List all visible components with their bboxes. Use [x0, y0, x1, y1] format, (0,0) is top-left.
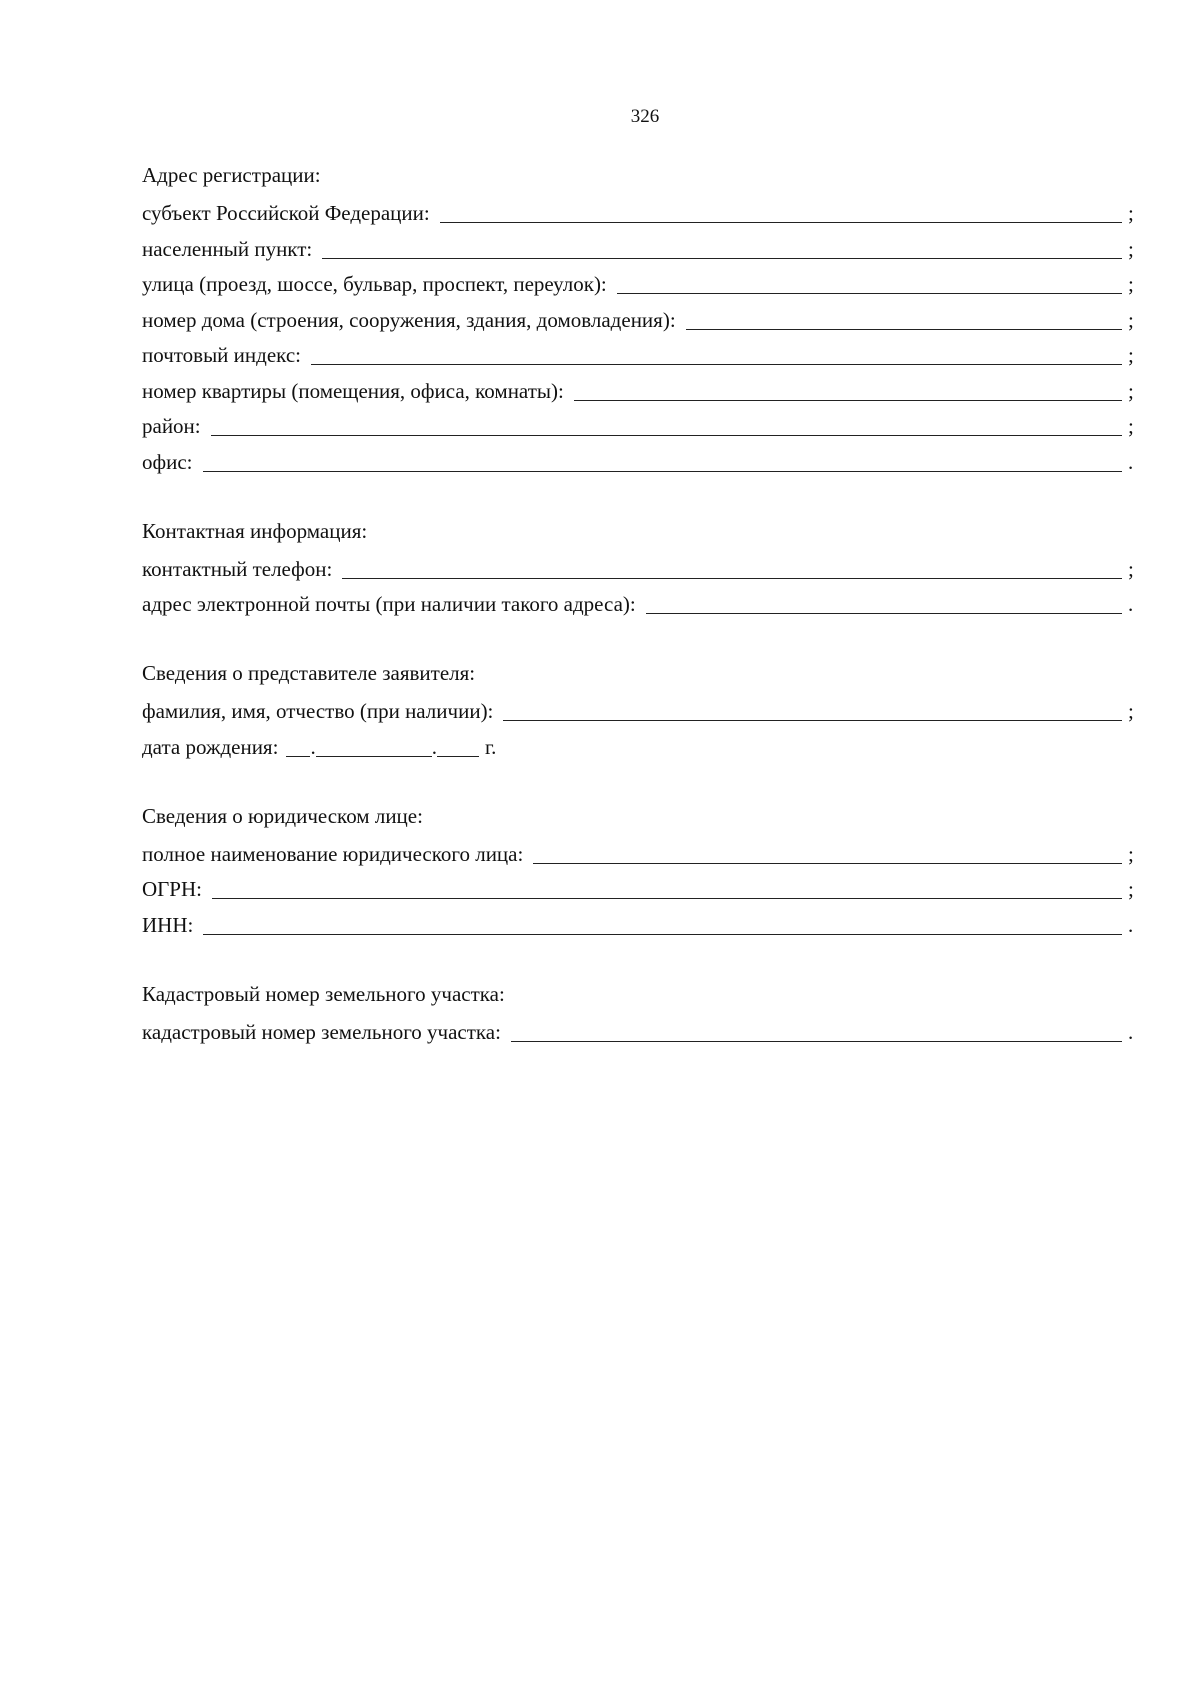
section-legal-entity — [142, 799, 1138, 941]
postal-code-input-line[interactable] — [311, 342, 1122, 365]
field-terminator: . — [1128, 1019, 1134, 1044]
birth-month-input-line[interactable] — [316, 734, 432, 757]
field-label: субъект Российской Федерации: — [142, 201, 430, 225]
date-separator: . — [431, 734, 437, 759]
settlement-input-line[interactable] — [322, 236, 1122, 259]
section-title: Контактная информация: — [142, 518, 368, 543]
section-cadastral-number — [142, 977, 1138, 1048]
field-settlement — [142, 229, 1138, 265]
field-office — [142, 442, 1138, 478]
field-label: номер дома (строения, сооружения, здания, домовладения): — [142, 307, 676, 332]
field-label: офис: — [142, 449, 193, 474]
field-inn — [142, 905, 1138, 941]
field-apartment-number — [142, 371, 1138, 407]
field-label: район: — [142, 414, 201, 438]
field-terminator: . — [1128, 912, 1134, 937]
field-ogrn — [142, 870, 1138, 906]
field-street — [142, 265, 1138, 301]
field-district — [142, 407, 1138, 443]
field-cadastral-number — [142, 1012, 1138, 1048]
house-number-input-line[interactable] — [686, 307, 1122, 330]
form-body — [142, 158, 1138, 1084]
field-terminator: . — [1128, 449, 1134, 474]
section-contact-info — [142, 514, 1138, 621]
field-full-name — [142, 692, 1138, 728]
field-label: полное наименование юридического лица: — [142, 841, 524, 866]
field-subject-rf — [142, 194, 1138, 230]
page-number: 326 — [630, 106, 660, 127]
field-email — [142, 585, 1138, 621]
field-label: почтовый индекс: — [142, 343, 301, 367]
section-title: Адрес регистрации: — [142, 163, 321, 187]
field-terminator: ; — [1128, 556, 1134, 581]
field-label: кадастровый номер земельного участка: — [142, 1019, 501, 1044]
section-representative — [142, 656, 1138, 763]
subject-rf-input-line[interactable] — [440, 200, 1122, 223]
email-input-line[interactable] — [646, 591, 1122, 614]
birth-year-input-line[interactable] — [437, 734, 479, 757]
apartment-number-input-line[interactable] — [574, 378, 1122, 401]
field-label: улица (проезд, шоссе, бульвар, проспект, переулок): — [142, 272, 607, 296]
field-terminator: ; — [1128, 272, 1134, 296]
section-title: Сведения о представителе заявителя: — [142, 661, 476, 685]
inn-input-line[interactable] — [203, 912, 1122, 935]
birth-day-input-line[interactable] — [286, 734, 310, 757]
ogrn-input-line[interactable] — [212, 876, 1122, 899]
year-suffix: г. — [484, 734, 497, 759]
field-label: населенный пункт: — [142, 236, 313, 261]
field-birth-date — [142, 727, 1138, 763]
field-label: контактный телефон: — [142, 556, 333, 581]
field-terminator: ; — [1128, 343, 1134, 367]
field-terminator: ; — [1128, 378, 1134, 403]
field-phone — [142, 549, 1138, 585]
date-separator: . — [310, 734, 316, 759]
office-input-line[interactable] — [203, 449, 1122, 472]
field-terminator: ; — [1128, 414, 1134, 438]
field-postal-code — [142, 336, 1138, 372]
field-terminator: . — [1128, 592, 1134, 616]
field-label: адрес электронной почты (при наличии такого адреса): — [142, 592, 636, 616]
field-label: ИНН: — [142, 912, 194, 937]
cadastral-number-input-line[interactable] — [511, 1019, 1122, 1042]
section-title: Кадастровый номер земельного участка: — [142, 981, 505, 1006]
street-input-line[interactable] — [617, 271, 1122, 294]
field-legal-entity-name — [142, 834, 1138, 870]
field-label: ОГРН: — [142, 877, 202, 901]
field-house-number — [142, 300, 1138, 336]
field-terminator: ; — [1128, 699, 1134, 723]
field-terminator: ; — [1128, 877, 1134, 901]
field-terminator: ; — [1128, 201, 1134, 225]
field-label: фамилия, имя, отчество (при наличии): — [142, 699, 494, 723]
section-title: Сведения о юридическом лице: — [142, 803, 423, 828]
section-registration-address — [142, 158, 1138, 478]
district-input-line[interactable] — [211, 413, 1122, 436]
field-label: номер квартиры (помещения, офиса, комнаты): — [142, 378, 564, 403]
phone-input-line[interactable] — [342, 556, 1122, 579]
field-label: дата рождения: — [142, 734, 279, 759]
field-terminator: ; — [1128, 307, 1134, 332]
legal-entity-name-input-line[interactable] — [533, 841, 1122, 864]
field-terminator: ; — [1128, 841, 1134, 866]
field-terminator: ; — [1128, 236, 1134, 261]
full-name-input-line[interactable] — [503, 698, 1122, 721]
